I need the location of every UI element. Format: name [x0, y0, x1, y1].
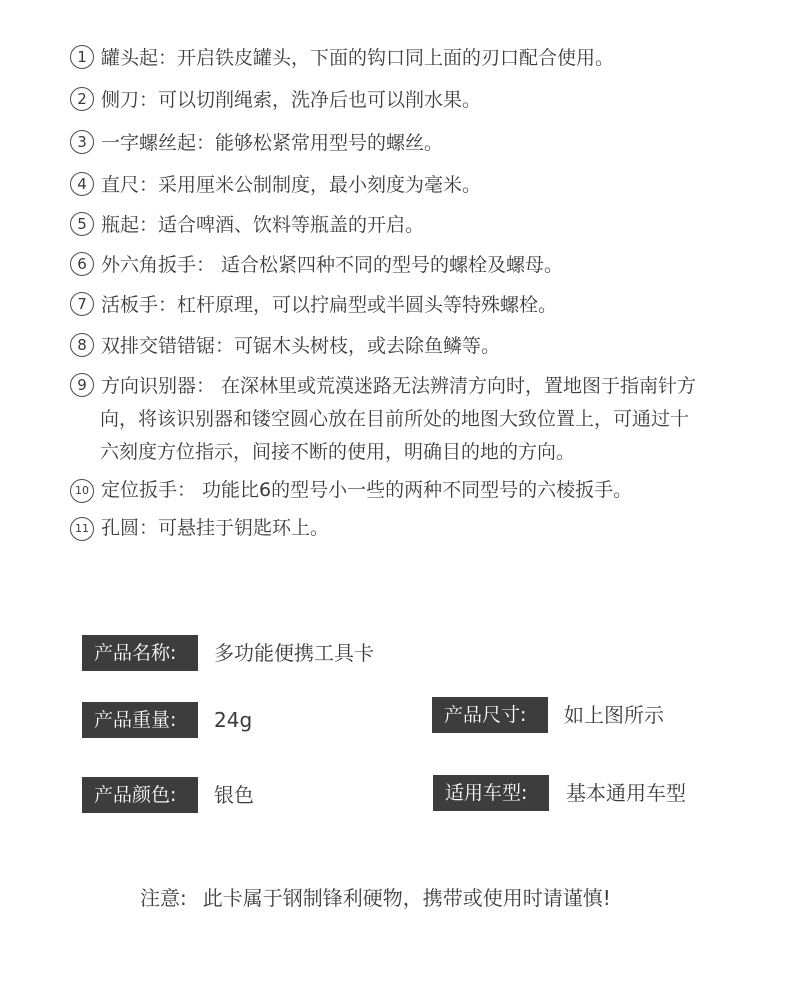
number-badge: 11 — [70, 517, 94, 541]
notice-text: 此卡属于钢制锋利硬物，携带或使用时请谨慎! — [202, 886, 611, 910]
feature-text: 定位扳手： 功能比6的型号小一些的两种不同型号的六棱扳手。 — [101, 479, 633, 501]
spec-value-vehicle: 基本通用车型 — [566, 781, 686, 805]
number-badge: 10 — [70, 479, 94, 503]
feature-text-continued: 六刻度方位指示，间接不断的使用，明确目的地的方向。 — [100, 441, 576, 463]
feature-text: 孔圆：可悬挂于钥匙环上。 — [101, 517, 330, 539]
feature-item — [70, 512, 329, 545]
number-badge: 2 — [70, 87, 94, 111]
spec-label-size: 产品尺寸: — [432, 697, 548, 733]
number-badge: 3 — [70, 130, 94, 154]
spec-value-weight: 24g — [214, 708, 253, 732]
safety-notice — [140, 882, 611, 911]
spec-value-color: 银色 — [214, 783, 254, 807]
spec-label-weight: 产品重量: — [82, 702, 198, 738]
feature-item — [70, 84, 481, 117]
spec-label-name: 产品名称: — [82, 635, 198, 671]
feature-item — [70, 474, 632, 507]
feature-item — [70, 289, 557, 322]
feature-item — [70, 370, 740, 469]
feature-text: 一字螺丝起：能够松紧常用型号的螺丝。 — [101, 132, 444, 154]
feature-item — [70, 209, 424, 242]
feature-item — [70, 330, 500, 363]
feature-text: 活板手：杠杆原理，可以拧扁型或半圆头等特殊螺栓。 — [101, 294, 558, 316]
feature-text: 双排交错错锯：可锯木头树枝，或去除鱼鳞等。 — [101, 335, 501, 357]
number-badge: 7 — [70, 292, 94, 316]
feature-text: 直尺：采用厘米公制制度，最小刻度为毫米。 — [101, 174, 482, 196]
feature-item — [70, 169, 481, 202]
feature-item — [70, 249, 563, 282]
number-badge: 4 — [70, 172, 94, 196]
number-badge: 8 — [70, 333, 94, 357]
feature-text-continued: 向，将该识别器和镂空圆心放在目前所处的地图大致位置上，可通过十 — [100, 408, 690, 430]
feature-text: 罐头起：开启铁皮罐头，下面的钩口同上面的刃口配合使用。 — [101, 47, 615, 69]
spec-value-size: 如上图所示 — [564, 703, 664, 727]
spec-value-name: 多功能便携工具卡 — [214, 641, 374, 665]
feature-item — [70, 127, 443, 160]
number-badge: 1 — [70, 45, 94, 69]
feature-text: 侧刀：可以切削绳索，洗净后也可以削水果。 — [101, 89, 482, 111]
feature-item — [70, 42, 614, 75]
number-badge: 9 — [70, 373, 94, 397]
feature-text: 外六角扳手： 适合松紧四种不同的型号的螺栓及螺母。 — [101, 254, 564, 276]
notice-label: 注意: — [140, 886, 187, 910]
number-badge: 6 — [70, 252, 94, 276]
feature-text: 方向识别器： 在深林里或荒漠迷路无法辨清方向时，置地图于指南针方 — [101, 375, 697, 397]
feature-text: 瓶起：适合啤酒、饮料等瓶盖的开启。 — [101, 214, 425, 236]
spec-label-color: 产品颜色: — [82, 777, 198, 813]
spec-label-vehicle: 适用车型: — [433, 775, 549, 811]
number-badge: 5 — [70, 212, 94, 236]
